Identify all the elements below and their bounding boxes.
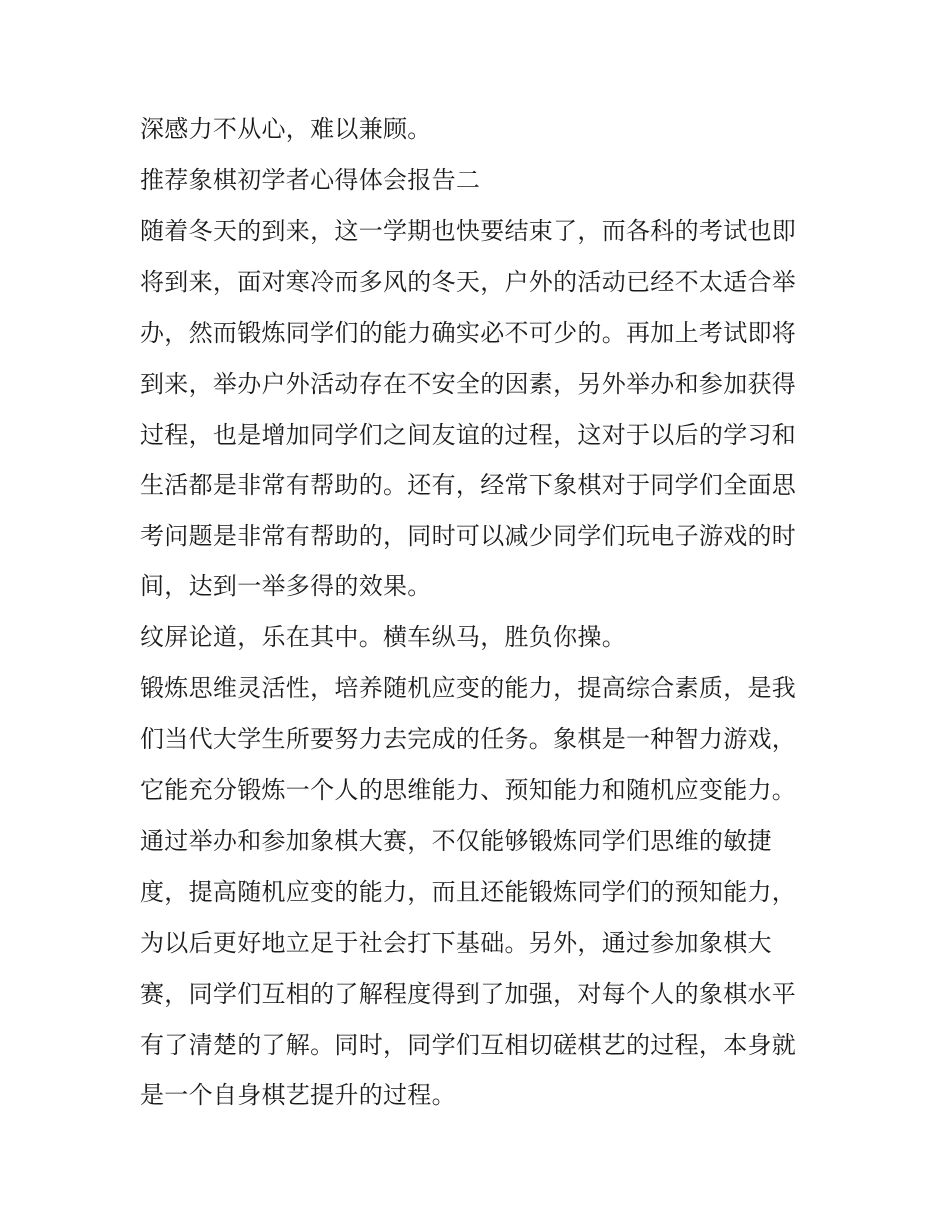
text-line: 锻炼思维灵活性，培养随机应变的能力，提高综合素质，是我 (140, 674, 797, 702)
text-line: 纹屏论道，乐在其中。横车纵马，胜负你操。 (140, 623, 626, 651)
text-line: 考问题是非常有帮助的，同时可以减少同学们玩电子游戏的时 (140, 522, 797, 550)
text-line: 为以后更好地立足于社会打下基础。另外，通过参加象棋大 (140, 929, 772, 957)
text-line: 它能充分锻炼一个人的思维能力、预知能力和随机应变能力。 (140, 776, 797, 804)
text-line: 到来，举办户外活动存在不安全的因素，另外举办和参加获得 (140, 370, 797, 398)
text-line: 生活都是非常有帮助的。还有，经常下象棋对于同学们全面思 (140, 471, 797, 499)
text-line: 将到来，面对寒冷而多风的冬天，户外的活动已经不太适合举 (140, 268, 797, 296)
text-line: 办，然而锻炼同学们的能力确实必不可少的。再加上考试即将 (140, 319, 797, 347)
text-line: 深感力不从心，难以兼顾。 (140, 115, 432, 143)
section-heading: 推荐象棋初学者心得体会报告二 (140, 166, 481, 194)
text-line: 度，提高随机应变的能力，而且还能锻炼同学们的预知能力， (140, 878, 797, 906)
text-line: 们当代大学生所要努力去完成的任务。象棋是一种智力游戏， (140, 725, 797, 753)
text-line: 间，达到一举多得的效果。 (140, 572, 432, 600)
text-line: 过程，也是增加同学们之间友谊的过程，这对于以后的学习和 (140, 421, 797, 449)
text-line: 赛，同学们互相的了解程度得到了加强，对每个人的象棋水平 (140, 980, 797, 1008)
text-line: 通过举办和参加象棋大赛，不仅能够锻炼同学们思维的敏捷 (140, 827, 772, 855)
text-line: 随着冬天的到来，这一学期也快要结束了，而各科的考试也即 (140, 217, 797, 245)
text-line: 是一个自身棋艺提升的过程。 (140, 1081, 456, 1109)
text-line: 有了清楚的了解。同时，同学们互相切磋棋艺的过程，本身就 (140, 1031, 797, 1059)
